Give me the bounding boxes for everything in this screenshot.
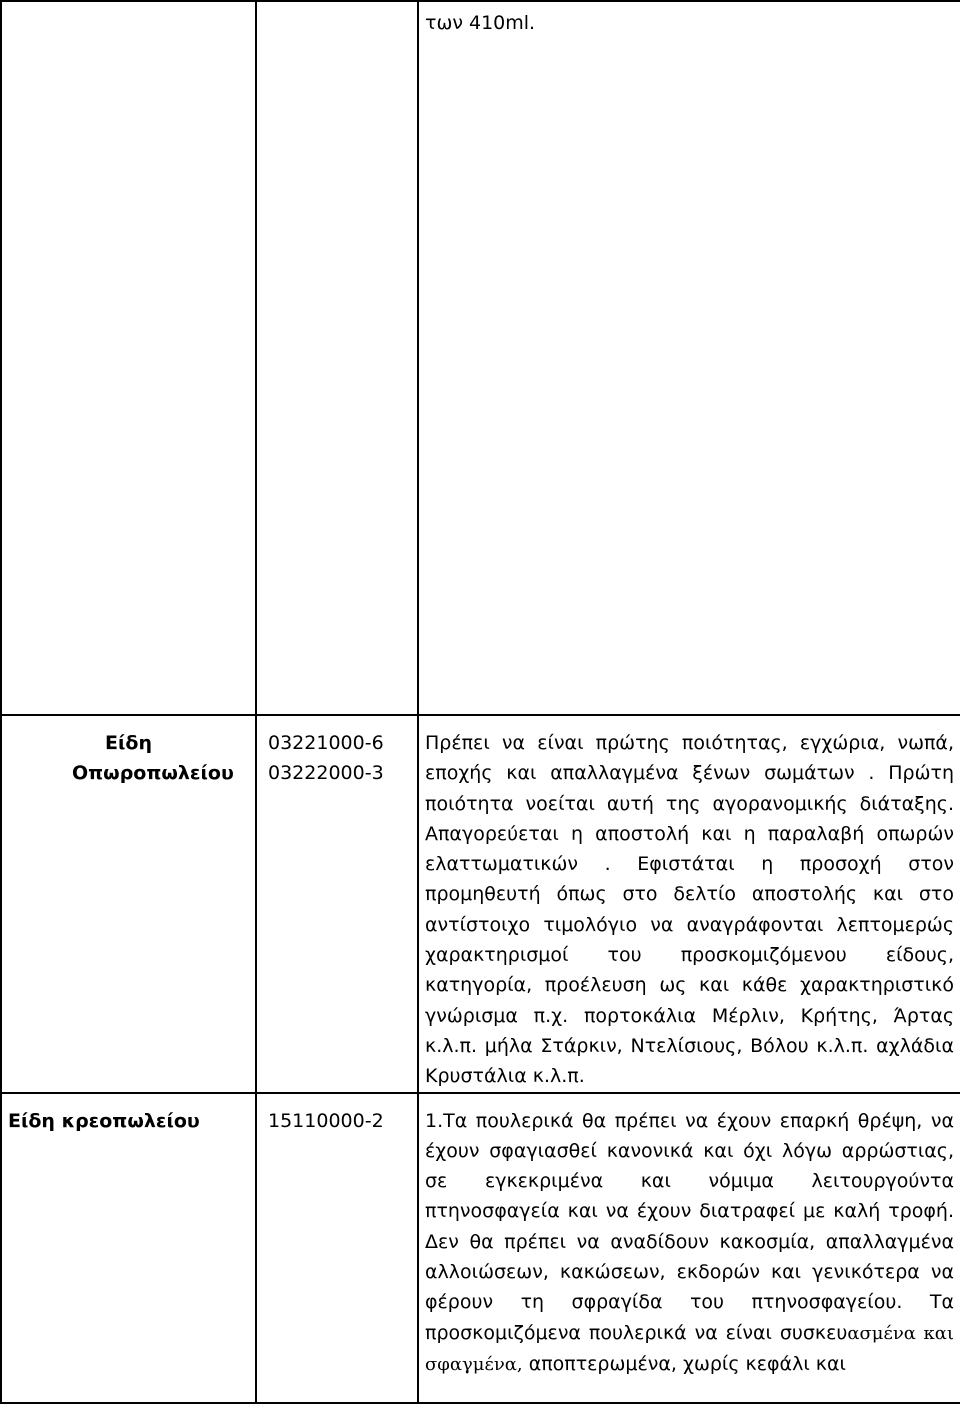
table-row-meat [1,1093,960,1403]
table-row-continuation [1,1,960,715]
description-serif-text: ασμένα και σφαγμένα, [425,1322,954,1375]
category-cell: Είδη κρεοπωλείου [1,1093,256,1403]
empty-cell [1,1,256,715]
cpv-code: 03222000-3 [268,762,384,784]
description-cell [418,1093,960,1403]
description-tail-text: αποπτερωμένα, χωρίς κεφάλι και [522,1352,846,1375]
category-cell: Είδη Οπωροπωλείου [1,715,256,1093]
cpv-code: 03221000-6 [268,732,384,754]
description-text: 1.Τα πουλερικά θα πρέπει να έχουν επαρκή θρέψη, να έχουν σφαγιασθεί κανονικά και όχι λόγω αρρώστιας, σε εγκεκριμένα και νόμιμα λειτουργούντα πτηνοσφαγεία και να έχουν διατραφεί με καλή τροφή. Δεν θα πρέπει να αναδίδουν κακοσμία, απαλλαγμένα αλλοιώσεων, κακώσεων, εκδορών και γενικότερα να φέρουν τη σφραγίδα του πτηνοσφαγείου. Τα προσκομιζόμενα πουλερικά να είναι συσκευ [425,1109,954,1344]
table-row-fruit [1,715,960,1093]
cpv-code-cell: 15110000-2 [256,1093,418,1403]
cpv-codes-cell [256,715,418,1093]
description-cell: Πρέπει να είναι πρώτης ποιότητας, εγχώρια, νωπά, εποχής και απαλλαγμένα ξένων σωμάτων . Πρώτη ποιότητα νοείται αυτή της αγορανομικής διάταξης. Απαγορεύεται η αποστολή και η παραλαβή οπωρών ελαττωματικών . Εφιστάται η προσοχή στον προμηθευτή όπως στο δελτίο αποστολής και στο αντίστοιχο τιμολόγιο να αναγράφονται λεπτομερώς χαρακτηρισμοί του προσκομιζόμενου είδους, κατηγορία, προέλευση ως και κάθε χαρακτηριστικό γνώρισμα π.χ. πορτοκάλια Μέρλιν, Κρήτης, Άρτας κ.λ.π. μήλα Στάρκιν, Ντελίσιους, Βόλου κ.λ.π. αχλάδια Κρυστάλια κ.λ.π. [418,715,960,1093]
empty-cell [256,1,418,715]
continuation-text: των 410ml. [418,1,960,715]
